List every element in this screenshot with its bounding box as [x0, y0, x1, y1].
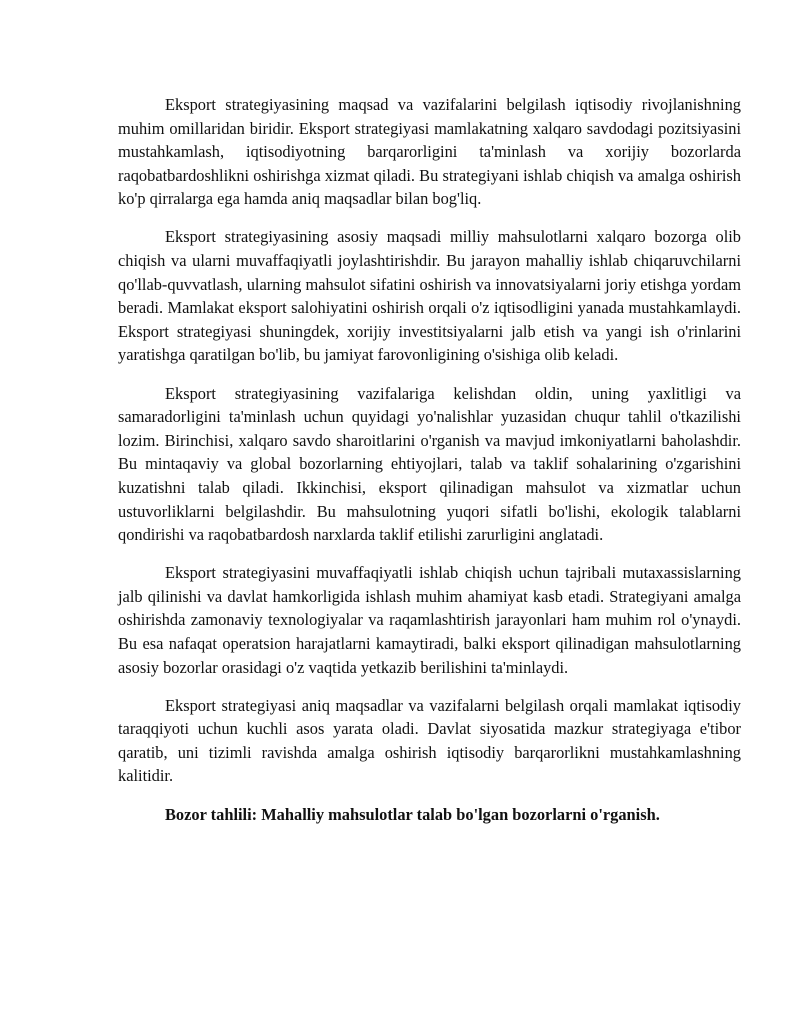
section-heading: Bozor tahlili: Mahalliy mahsulotlar talab bo'lgan bozorlarni o'rganish. [165, 804, 660, 824]
paragraph-2: Eksport strategiyasining asosiy maqsadi milliy mahsulotlarni xalqaro bozorga olib chiqish va ularni muvaffaqiyatli joylashtirishdir. Bu jarayon mahalliy ishlab chiqaruvchilarni qo'llab-quvvatlash, ularning mahsulot sifatini oshirish va innovatsiyalarni joriy etishga yordam beradi. Mamlakat eksport salohiyatini oshirish orqali o'z iqtisodligini yanada mustahkamlaydi. Eksport strategiyasi shuningdek, xorijiy investitsiyalarni jalb etish va yangi ish o'rinlarini yaratishga qaratilgan bo'lib, bu jamiyat farovonligining o'sishiga olib keladi. [118, 227, 741, 365]
paragraph-5: Eksport strategiyasi aniq maqsadlar va vazifalarni belgilash orqali mamlakat iqtisodiy taraqqiyoti uchun kuchli asos yarata oladi. Davlat siyosatida mazkur strategiyaga e'tibor qaratib, uni tizimli ravishda amalga oshirish iqtisodiy barqarorlikni mustahkamlashning kalitidir. [118, 695, 741, 786]
document-page [118, 93, 741, 826]
paragraph-4: Eksport strategiyasini muvaffaqiyatli ishlab chiqish uchun tajribali mutaxassislarning jalb qilinishi va davlat hamkorligida ishlash muhim ahamiyat kasb etadi. Strategiyani amalga oshirishda zamonaviy texnologiyalar va raqamlashtirish jarayonlari ham muhim rol o'ynaydi. Bu esa nafaqat operatsion harajatlarni kamaytiradi, balki eksport qilinadigan mahsulotlarning asosiy bozorlar orasidagi o'z vaqtida yetkazib berilishini ta'minlaydi. [118, 563, 741, 677]
paragraph-3: Eksport strategiyasining vazifalariga kelishdan oldin, uning yaxlitligi va samaradorligini ta'minlash uchun quyidagi yo'nalishlar yuzasidan chuqur tahlil o'tkazilishi lozim. Birinchisi, xalqaro savdo sharoitlarini o'rganish va mavjud imkoniyatlarni baholashdir. Bu mintaqaviy va global bozorlarning ehtiyojlari, talab va taklif sohalarining o'zgarishini kuzatishni talab qiladi. Ikkinchisi, eksport qilinadigan mahsulot va xizmatlar uchun ustuvorliklarni belgilashdir. Bu mahsulotning yuqori sifatli bo'lishi, ekologik talablarni qondirishi va raqobatbardosh narxlarda taklif etilishi zarurligini anglatadi. [118, 383, 741, 545]
paragraph-1: Eksport strategiyasining maqsad va vazifalarini belgilash iqtisodiy rivojlanishning muhim omillaridan biridir. Eksport strategiyasi mamlakatning xalqaro savdodagi pozitsiyasini mustahkamlash, iqtisodiyotning barqarorligini ta'minlash va xorijiy bozorlarda raqobatbardoshlikni oshirishga xizmat qiladi. Bu strategiyani ishlab chiqish va amalga oshirish ko'p qirralarga ega hamda aniq maqsadlar bilan bog'liq. [118, 95, 741, 209]
